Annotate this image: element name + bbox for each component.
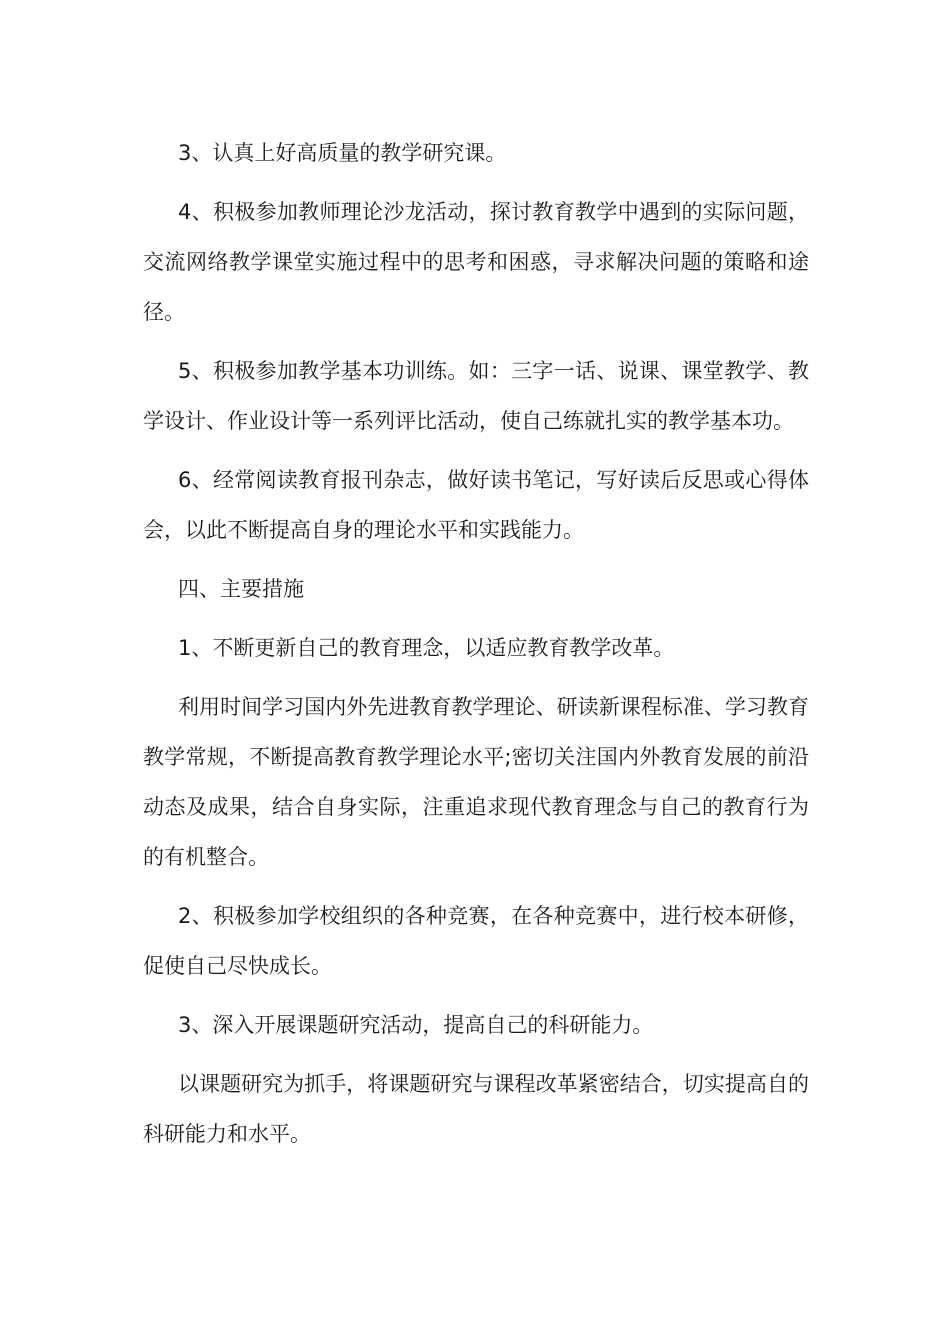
measure-1-detail: 利用时间学习国内外先进教育教学理论、研读新课程标准、学习教育教学常规，不断提高教育教学理论水平;密切关注国内外教育发展的前沿动态及成果，结合自身实际，注重追求现代教育理念与自己的教育行为的有机整合。 — [143, 695, 809, 869]
paragraph-item-4: 4、积极参加教师理论沙龙活动，探讨教育教学中遇到的实际问题，交流网络教学课堂实施过程中的思考和困惑，寻求解决问题的策略和途径。 — [143, 200, 809, 324]
document-body — [143, 128, 809, 1168]
paragraph-item-5: 5、积极参加教学基本功训练。如：三字一话、说课、课堂教学、教学设计、作业设计等一系列评比活动，使自己练就扎实的教学基本功。 — [143, 359, 809, 433]
measure-item-2: 2、积极参加学校组织的各种竞赛，在各种竞赛中，进行校本研修，促使自己尽快成长。 — [143, 904, 809, 978]
measure-3-detail: 以课题研究为抓手，将课题研究与课程改革紧密结合，切实提高自的科研能力和水平。 — [143, 1072, 809, 1146]
paragraph-item-6: 6、经常阅读教育报刊杂志，做好读书笔记，写好读后反思或心得体会，以此不断提高自身的理论水平和实践能力。 — [143, 468, 809, 542]
paragraph-item-3: 3、认真上好高质量的教学研究课。 — [178, 141, 507, 165]
measure-item-1: 1、不断更新自己的教育理念，以适应教育教学改革。 — [178, 636, 675, 660]
measure-item-3: 3、深入开展课题研究活动，提高自己的科研能力。 — [178, 1013, 654, 1037]
section-heading-measures: 四、主要措施 — [178, 577, 304, 601]
